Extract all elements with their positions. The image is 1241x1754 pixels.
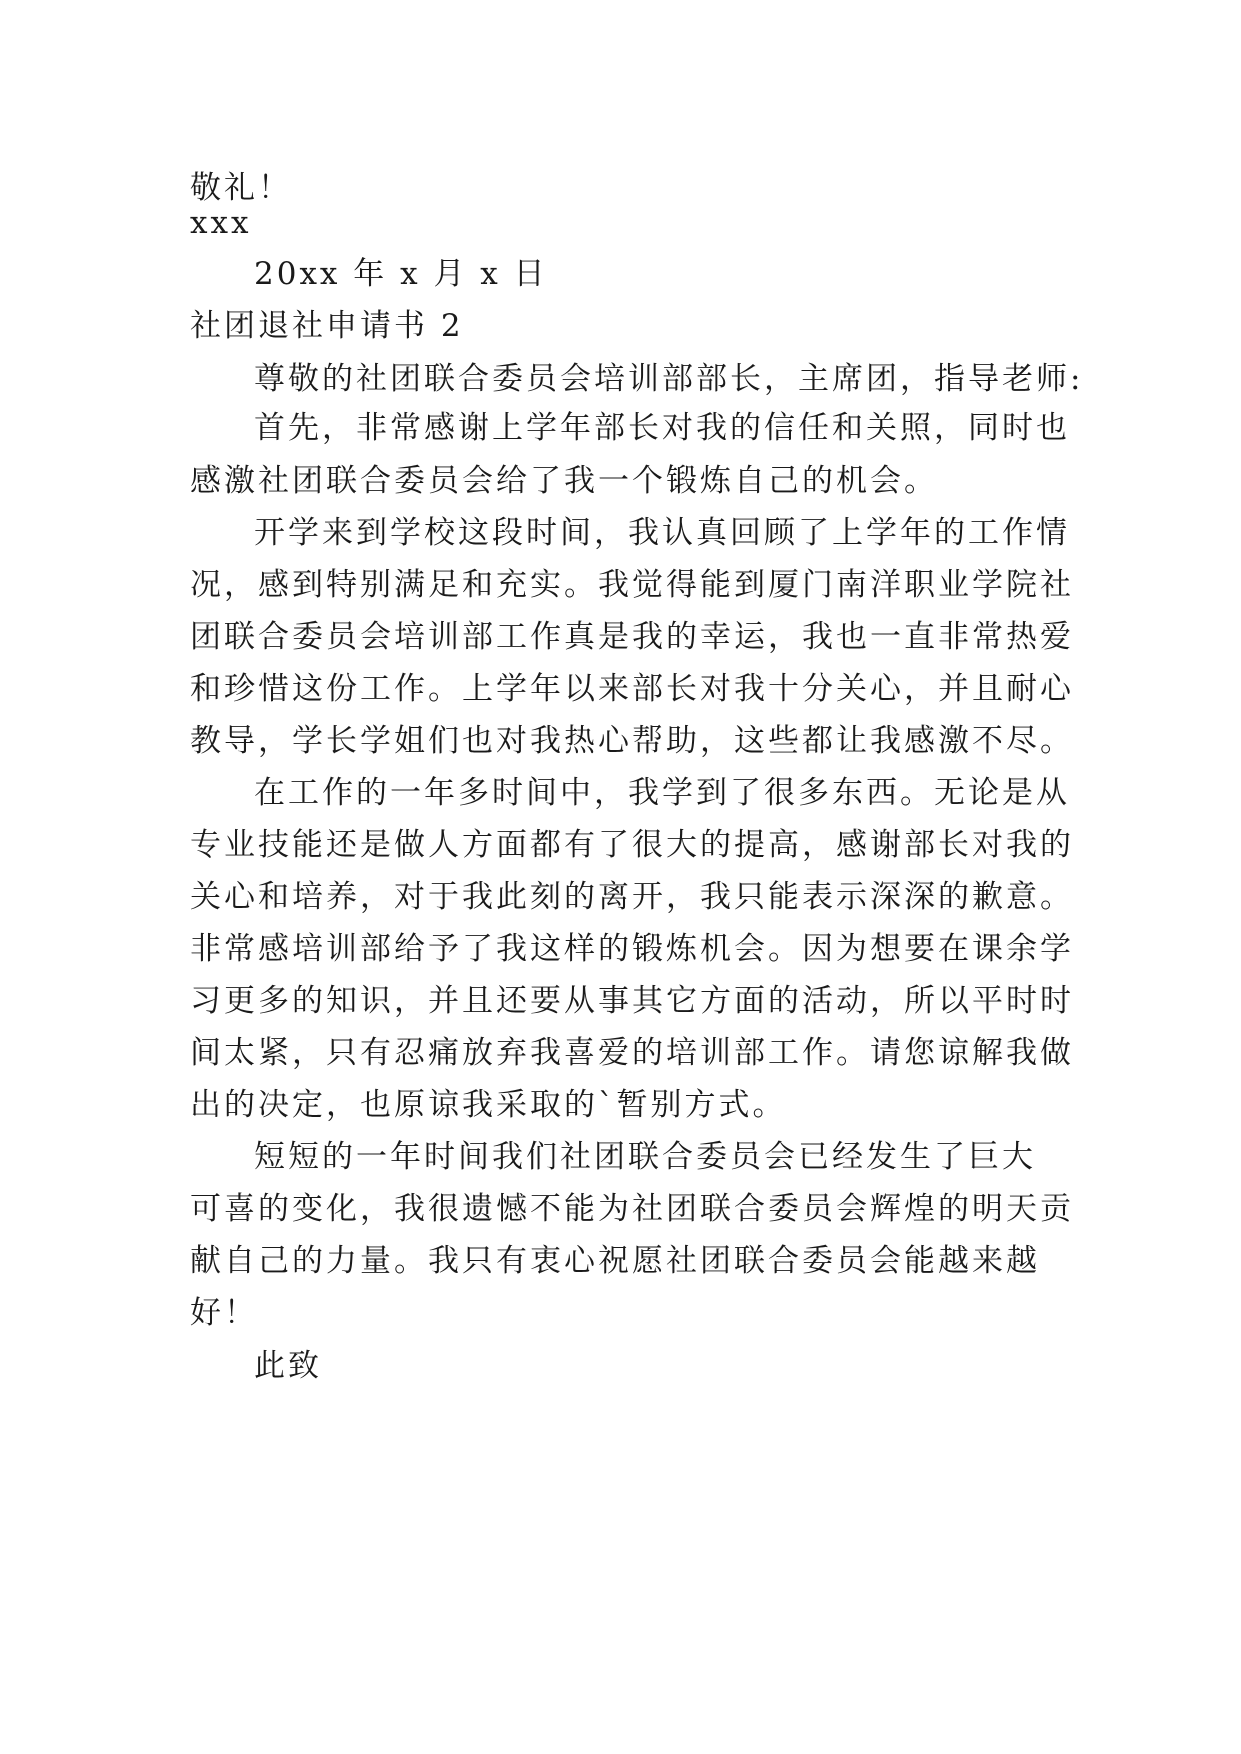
paragraph-4-line-1: 短短的一年时间我们社团联合委员会已经发生了巨大 <box>254 1139 1036 1175</box>
salutation: 尊敬的社团联合委员会培训部部长，主席团，指导老师: <box>254 361 1084 397</box>
paragraph-1-line-1: 首先，非常感谢上学年部长对我的信任和关照，同时也 <box>254 410 1070 446</box>
paragraph-3-line-6: 间太紧，只有忍痛放弃我喜爱的培训部工作。请您谅解我做 <box>190 1035 1074 1071</box>
paragraph-2-line-1: 开学来到学校这段时间，我认真回顾了上学年的工作情 <box>254 515 1070 551</box>
paragraph-3-line-4: 非常感培训部给予了我这样的锻炼机会。因为想要在课余学 <box>190 931 1074 967</box>
date-line: 20xx 年 x 月 x 日 <box>254 256 548 292</box>
closing-salute: 敬礼！ <box>190 170 292 206</box>
paragraph-3-line-2: 专业技能还是做人方面都有了很大的提高，感谢部长对我的 <box>190 827 1074 863</box>
paragraph-2-line-5: 教导，学长学姐们也对我热心帮助，这些都让我感激不尽。 <box>190 723 1074 759</box>
paragraph-4-line-3: 献自己的力量。我只有衷心祝愿社团联合委员会能越来越 <box>190 1243 1040 1279</box>
paragraph-4-line-2: 可喜的变化，我很遗憾不能为社团联合委员会辉煌的明天贡 <box>190 1191 1074 1227</box>
paragraph-2-line-2: 况，感到特别满足和充实。我觉得能到厦门南洋职业学院社 <box>190 567 1074 603</box>
section-title: 社团退社申请书 2 <box>190 308 464 344</box>
paragraph-3-line-5: 习更多的知识，并且还要从事其它方面的活动，所以平时时 <box>190 983 1074 1019</box>
closing-phrase: 此致 <box>254 1348 322 1384</box>
paragraph-3-line-7: 出的决定，也原谅我采取的`暂别方式。 <box>190 1087 787 1123</box>
paragraph-4-line-4: 好！ <box>190 1295 258 1331</box>
paragraph-2-line-3: 团联合委员会培训部工作真是我的幸运，我也一直非常热爱 <box>190 619 1074 655</box>
paragraph-3-line-3: 关心和培养，对于我此刻的离开，我只能表示深深的歉意。 <box>190 879 1074 915</box>
paragraph-3-line-1: 在工作的一年多时间中，我学到了很多东西。无论是从 <box>254 775 1070 811</box>
paragraph-2-line-4: 和珍惜这份工作。上学年以来部长对我十分关心，并且耐心 <box>190 671 1074 707</box>
paragraph-1-line-2: 感激社团联合委员会给了我一个锻炼自己的机会。 <box>190 463 938 499</box>
signature: xxx <box>190 205 252 241</box>
